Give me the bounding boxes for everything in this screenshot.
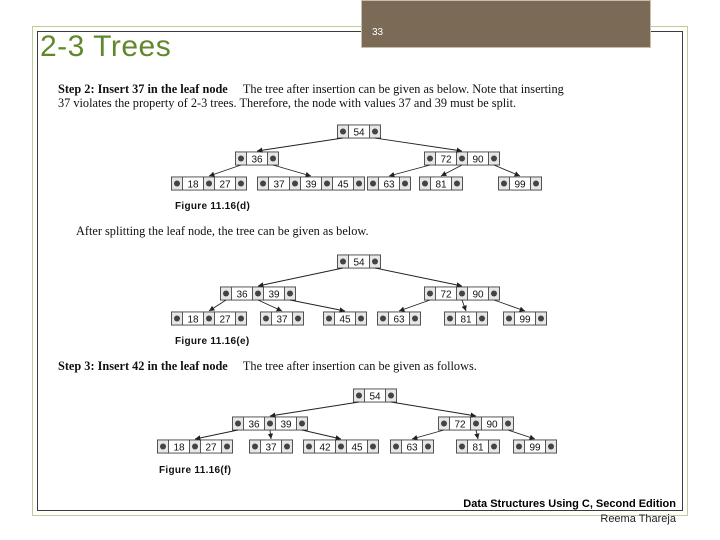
fig1-leaf-node-1-key-0: 37 (276, 314, 288, 326)
fig0-root-node-key-0: 54 (353, 127, 365, 139)
fig1-leaf-arrow-2 (290, 300, 345, 311)
fig2-leaf-node-3-key-0: 63 (406, 442, 418, 454)
fig0-leaf-node-0-ptr-dot-1 (206, 181, 212, 187)
fig0-leaf-node-3-ptr-dot-1 (454, 181, 460, 187)
fig0-leaf-node-2-ptr-dot-0 (370, 181, 376, 187)
fig2-leaf-arrow-4 (476, 430, 478, 439)
fig1-leaf-arrow-0 (209, 300, 226, 311)
fig0-leaf-node-1-ptr-dot-2 (324, 181, 330, 187)
fig1-leaf-node-0-key-0: 18 (187, 314, 199, 326)
fig0-internal-node-1-key-1: 90 (472, 154, 484, 166)
fig2-internal-node-0-key-1: 39 (280, 419, 292, 431)
step3-heading: Step 3: Insert 42 in the leaf node (58, 359, 228, 373)
fig1-leaf-node-2-ptr-dot-1 (358, 316, 364, 322)
fig2-internal-node-0-ptr-dot-2 (299, 421, 305, 427)
fig1-leaf-node-4-ptr-dot-0 (447, 316, 453, 322)
fig1-leaf-node-2-key-0: 45 (339, 314, 351, 326)
fig1-leaf-node-0-ptr-dot-1 (206, 316, 212, 322)
fig1-internal-node-0-ptr-dot-2 (287, 291, 293, 297)
fig0-root-arrow-1 (375, 138, 462, 151)
step2-heading: Step 2: Insert 37 in the leaf node (58, 82, 228, 96)
fig1-leaf-node-2-ptr-dot-0 (326, 316, 332, 322)
fig1-leaf-node-1-ptr-dot-0 (263, 316, 269, 322)
fig2-leaf-arrow-5 (508, 430, 535, 439)
fig0-internal-node-1-key-0: 72 (440, 154, 452, 166)
fig0-leaf-node-1-ptr-dot-0 (260, 181, 266, 187)
fig2-leaf-node-0-ptr-dot-1 (192, 444, 198, 450)
footer-book-title: Data Structures Using C, Second Edition (463, 498, 676, 510)
fig2-root-node-ptr-dot-1 (388, 393, 394, 399)
step3-rest: The tree after insertion can be given as follows. (242, 359, 477, 373)
fig0-leaf-node-4-key-0: 99 (514, 179, 526, 191)
fig1-leaf-node-0-ptr-dot-2 (238, 316, 244, 322)
fig0-leaf-arrow-3 (441, 165, 462, 176)
fig2-internal-node-1-key-1: 90 (486, 419, 498, 431)
fig0-leaf-node-3-ptr-dot-0 (422, 181, 428, 187)
fig2-internal-node-1-ptr-dot-2 (505, 421, 511, 427)
fig1-internal-node-1-ptr-dot-1 (459, 291, 465, 297)
fig1-root-node-key-0: 54 (353, 257, 365, 269)
fig0-leaf-node-4-ptr-dot-0 (501, 181, 507, 187)
fig2-internal-node-1-ptr-dot-0 (441, 421, 447, 427)
fig2-internal-node-1-ptr-dot-1 (473, 421, 479, 427)
step2-line1-rest: The tree after insertion can be given as below. Note that inserting (242, 82, 564, 96)
fig1-internal-node-0-key-0: 36 (236, 289, 248, 301)
fig2-leaf-node-1-ptr-dot-0 (252, 444, 258, 450)
fig1-leaf-node-3-key-0: 63 (393, 314, 405, 326)
fig2-internal-node-1-key-0: 72 (454, 419, 466, 431)
fig2-leaf-node-0-key-0: 18 (173, 442, 185, 454)
fig1-leaf-node-0-ptr-dot-0 (174, 316, 180, 322)
fig0-internal-node-0-key-0: 36 (251, 154, 263, 166)
fig2-internal-node-0-ptr-dot-0 (235, 421, 241, 427)
fig1-leaf-node-4-ptr-dot-1 (479, 316, 485, 322)
fig0-leaf-arrow-1 (273, 165, 311, 176)
fig1-internal-node-0-ptr-dot-0 (223, 291, 229, 297)
fig1-leaf-node-3-ptr-dot-0 (380, 316, 386, 322)
figure-e-caption: Figure 11.16(e) (175, 336, 250, 347)
fig2-leaf-arrow-2 (302, 430, 341, 439)
fig0-leaf-node-1-ptr-dot-3 (356, 181, 362, 187)
fig0-root-node-ptr-dot-1 (372, 129, 378, 135)
fig2-root-arrow-0 (270, 402, 359, 416)
figure-f-caption: Figure 11.16(f) (159, 465, 232, 476)
fig2-leaf-node-5-ptr-dot-0 (516, 444, 522, 450)
after-split-text: After splitting the leaf node, the tree can be given as below. (76, 224, 369, 238)
fig1-leaf-node-5-ptr-dot-0 (506, 316, 512, 322)
fig1-leaf-node-5-ptr-dot-1 (538, 316, 544, 322)
fig0-root-node-ptr-dot-0 (340, 129, 346, 135)
step2-line2: 37 violates the property of 2-3 trees. Therefore, the node with values 37 and 39 must be split. (58, 96, 517, 110)
fig2-internal-node-0-key-0: 36 (248, 419, 260, 431)
fig0-leaf-arrow-0 (209, 165, 241, 176)
fig0-leaf-node-1-key-1: 39 (305, 179, 317, 191)
fig2-root-node-key-0: 54 (369, 391, 381, 403)
fig1-root-node-ptr-dot-0 (340, 259, 346, 265)
fig1-leaf-arrow-3 (399, 300, 430, 311)
page-number: 33 (372, 27, 384, 38)
fig0-leaf-node-0-key-0: 18 (187, 179, 199, 191)
fig1-leaf-arrow-5 (494, 300, 525, 311)
fig0-internal-node-1-ptr-dot-0 (427, 156, 433, 162)
fig0-leaf-node-0-key-1: 27 (219, 179, 231, 191)
fig0-leaf-node-3-key-0: 81 (435, 179, 447, 191)
fig1-leaf-arrow-4 (462, 300, 466, 311)
fig2-leaf-node-2-key-0: 42 (319, 442, 331, 454)
fig2-leaf-node-1-ptr-dot-1 (284, 444, 290, 450)
fig0-internal-node-1-ptr-dot-1 (459, 156, 465, 162)
fig2-leaf-node-1-key-0: 37 (265, 442, 277, 454)
fig1-root-node-ptr-dot-1 (372, 259, 378, 265)
fig2-leaf-node-5-ptr-dot-1 (548, 444, 554, 450)
fig1-leaf-node-5-key-0: 99 (519, 314, 531, 326)
fig2-leaf-arrow-1 (270, 430, 271, 439)
fig2-leaf-node-4-ptr-dot-0 (459, 444, 465, 450)
fig2-root-arrow-1 (391, 402, 476, 416)
fig1-root-arrow-1 (375, 268, 462, 286)
fig1-internal-node-1-ptr-dot-2 (491, 291, 497, 297)
fig0-leaf-node-1-key-2: 45 (337, 179, 349, 191)
fig2-leaf-node-2-key-1: 45 (351, 442, 363, 454)
fig1-leaf-node-3-ptr-dot-1 (412, 316, 418, 322)
fig2-leaf-node-0-ptr-dot-2 (224, 444, 230, 450)
figure-d-caption: Figure 11.16(d) (175, 201, 251, 212)
fig2-internal-node-0-ptr-dot-1 (267, 421, 273, 427)
fig2-leaf-node-0-key-1: 27 (205, 442, 217, 454)
footer-author: Reema Thareja (600, 513, 676, 525)
fig1-internal-node-1-key-1: 90 (472, 289, 484, 301)
fig0-leaf-node-0-ptr-dot-2 (238, 181, 244, 187)
fig0-leaf-node-0-ptr-dot-0 (174, 181, 180, 187)
fig0-internal-node-0-ptr-dot-0 (238, 156, 244, 162)
fig0-leaf-node-1-key-0: 37 (273, 179, 285, 191)
fig2-leaf-node-3-ptr-dot-0 (393, 444, 399, 450)
fig0-leaf-node-1-ptr-dot-1 (292, 181, 298, 187)
fig1-internal-node-1-ptr-dot-0 (427, 291, 433, 297)
fig0-leaf-arrow-2 (389, 165, 430, 176)
fig2-leaf-node-5-key-0: 99 (529, 442, 541, 454)
fig1-internal-node-1-key-0: 72 (440, 289, 452, 301)
fig1-leaf-node-1-ptr-dot-1 (295, 316, 301, 322)
fig2-leaf-node-2-ptr-dot-1 (338, 444, 344, 450)
fig2-leaf-node-2-ptr-dot-2 (370, 444, 376, 450)
fig0-leaf-node-2-key-0: 63 (383, 179, 395, 191)
fig0-leaf-node-4-ptr-dot-1 (533, 181, 539, 187)
fig2-leaf-node-4-key-0: 81 (472, 442, 484, 454)
fig1-leaf-node-4-key-0: 81 (460, 314, 472, 326)
fig1-leaf-node-0-key-1: 27 (219, 314, 231, 326)
fig2-leaf-node-0-ptr-dot-0 (160, 444, 166, 450)
fig0-internal-node-0-ptr-dot-1 (270, 156, 276, 162)
fig2-leaf-node-3-ptr-dot-1 (425, 444, 431, 450)
fig2-leaf-node-2-ptr-dot-0 (306, 444, 312, 450)
fig1-internal-node-0-key-1: 39 (268, 289, 280, 301)
fig1-leaf-arrow-1 (258, 300, 282, 311)
fig2-root-node-ptr-dot-0 (356, 393, 362, 399)
fig0-root-arrow-0 (257, 138, 343, 151)
fig2-leaf-arrow-0 (195, 430, 238, 439)
fig0-leaf-arrow-4 (494, 165, 520, 176)
fig0-internal-node-1-ptr-dot-2 (491, 156, 497, 162)
fig0-leaf-node-2-ptr-dot-1 (402, 181, 408, 187)
fig2-leaf-arrow-3 (412, 430, 444, 439)
slide-title: 2-3 Trees (40, 30, 172, 63)
fig1-internal-node-0-ptr-dot-1 (255, 291, 261, 297)
fig1-root-arrow-0 (258, 268, 343, 286)
fig2-leaf-node-4-ptr-dot-1 (491, 444, 497, 450)
